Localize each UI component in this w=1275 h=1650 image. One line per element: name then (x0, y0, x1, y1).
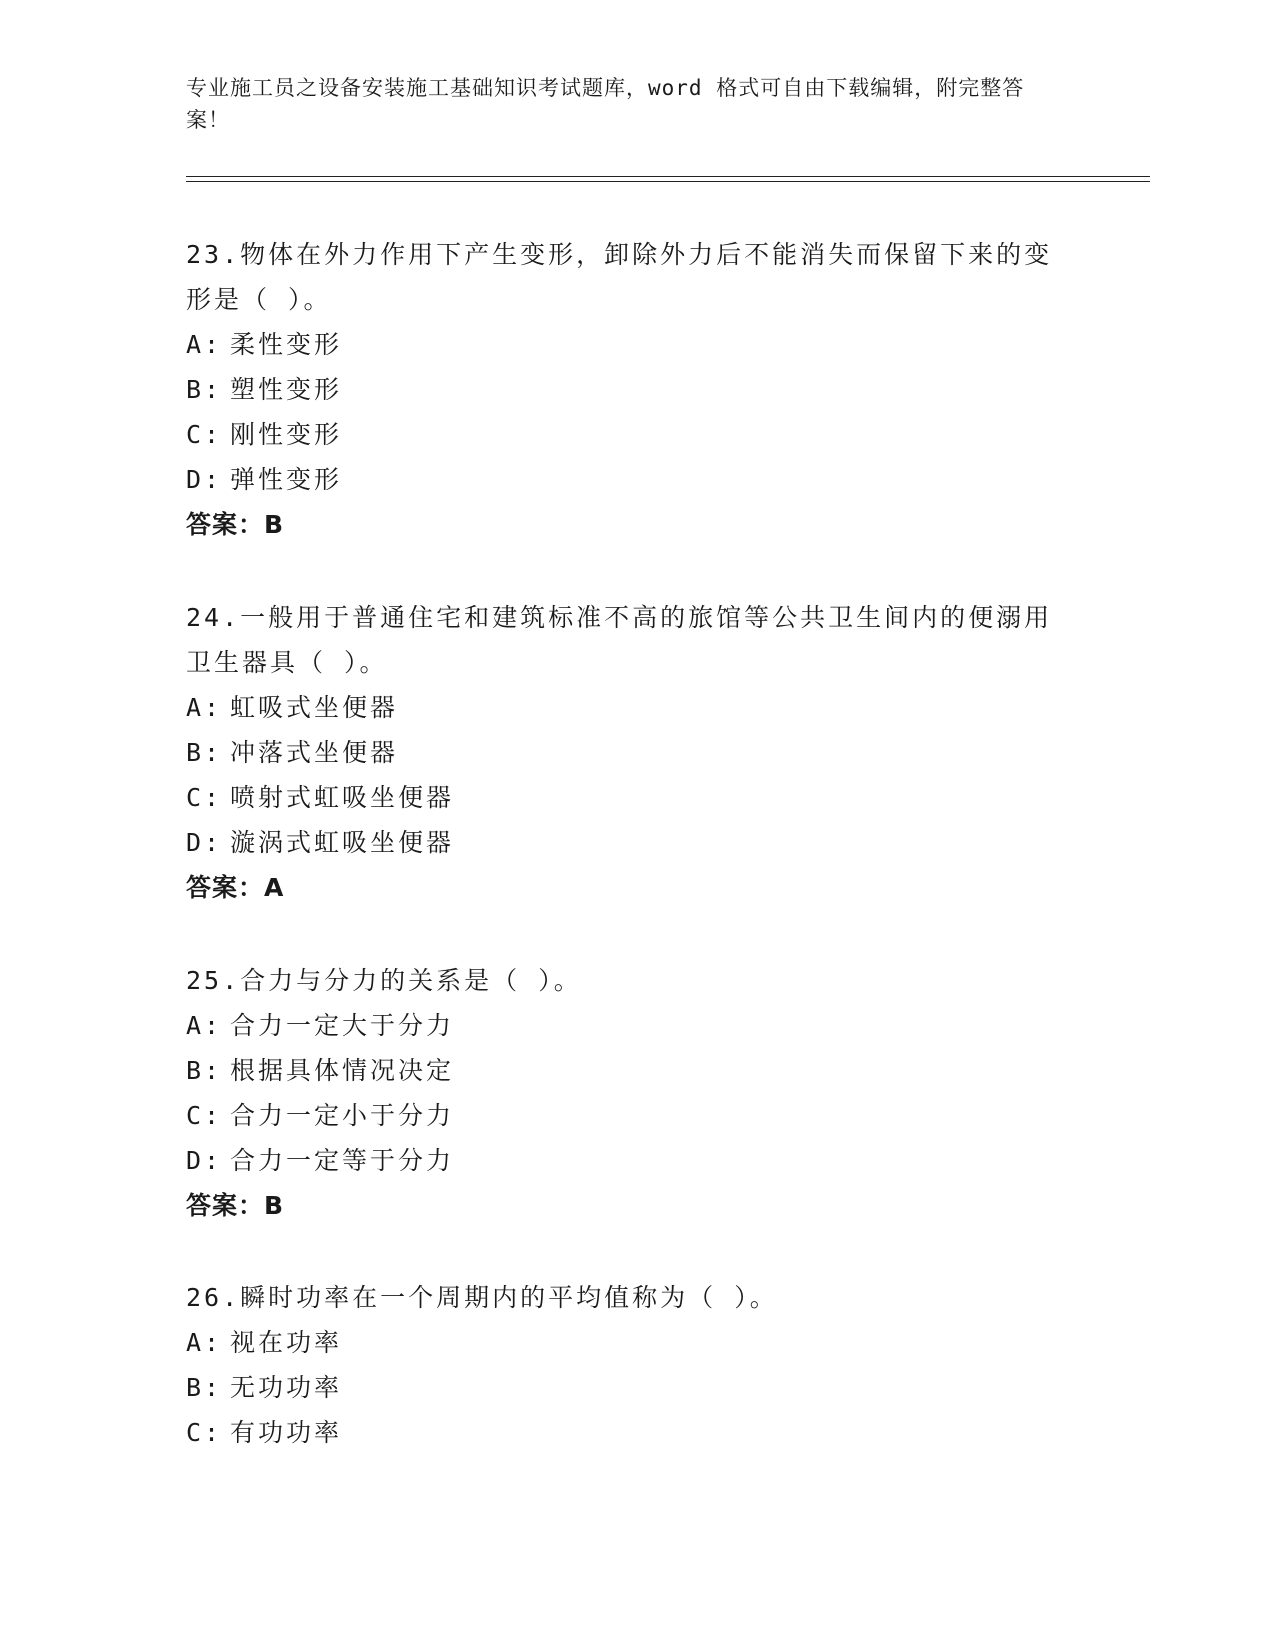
option-b (186, 1048, 1066, 1093)
question-stem: 23.物体在外力作用下产生变形，卸除外力后不能消失而保留下来的变形是（ ）。 (186, 240, 1053, 314)
option-text: 塑性变形 (230, 375, 343, 404)
header-divider-top (186, 176, 1150, 177)
option-a (186, 1320, 1066, 1365)
option-label: C: (186, 420, 223, 449)
option-b (186, 367, 1066, 412)
question-stem: 25.合力与分力的关系是（ ）。 (186, 966, 582, 995)
answer-line: 答案：B (186, 1191, 285, 1220)
answer-line: 答案：A (186, 873, 285, 902)
answer-line: 答案：B (186, 510, 285, 539)
option-text: 柔性变形 (230, 330, 343, 359)
option-text: 合力一定等于分力 (230, 1146, 455, 1175)
question-stem: 26.瞬时功率在一个周期内的平均值称为（ ）。 (186, 1283, 778, 1312)
option-label: D: (186, 828, 223, 857)
option-label: D: (186, 465, 223, 494)
option-text: 喷射式虹吸坐便器 (230, 783, 455, 812)
option-text: 虹吸式坐便器 (230, 693, 399, 722)
question-stem: 24.一般用于普通住宅和建筑标准不高的旅馆等公共卫生间内的便溺用卫生器具（ ）。 (186, 603, 1053, 677)
option-label: B: (186, 1056, 223, 1085)
option-text: 冲落式坐便器 (230, 738, 399, 767)
option-label: C: (186, 783, 223, 812)
option-a (186, 685, 1066, 730)
option-label: B: (186, 375, 223, 404)
option-label: B: (186, 1373, 223, 1402)
option-text: 有功功率 (230, 1418, 343, 1447)
option-text: 合力一定大于分力 (230, 1011, 455, 1040)
document-header: 专业施工员之设备安装施工基础知识考试题库，word 格式可自由下载编辑，附完整答案！ (186, 76, 1025, 132)
option-d (186, 820, 1066, 865)
question-25 (186, 958, 1066, 1228)
option-text: 弹性变形 (230, 465, 343, 494)
option-label: C: (186, 1418, 223, 1447)
option-c (186, 1093, 1066, 1138)
option-c (186, 775, 1066, 820)
option-a (186, 322, 1066, 367)
option-text: 视在功率 (230, 1328, 343, 1357)
option-text: 漩涡式虹吸坐便器 (230, 828, 455, 857)
option-b (186, 730, 1066, 775)
option-c (186, 1410, 1066, 1455)
option-text: 刚性变形 (230, 420, 343, 449)
option-label: A: (186, 1328, 223, 1357)
option-text: 无功功率 (230, 1373, 343, 1402)
option-label: D: (186, 1146, 223, 1175)
option-d (186, 457, 1066, 502)
option-label: C: (186, 1101, 223, 1130)
question-23 (186, 232, 1066, 547)
header-divider-bottom (186, 181, 1150, 182)
option-c (186, 412, 1066, 457)
option-d (186, 1138, 1066, 1183)
option-label: A: (186, 693, 223, 722)
option-label: B: (186, 738, 223, 767)
option-text: 合力一定小于分力 (230, 1101, 455, 1130)
option-text: 根据具体情况决定 (230, 1056, 455, 1085)
question-24 (186, 595, 1066, 910)
option-label: A: (186, 1011, 223, 1040)
question-26 (186, 1275, 1066, 1455)
option-b (186, 1365, 1066, 1410)
option-a (186, 1003, 1066, 1048)
option-label: A: (186, 330, 223, 359)
